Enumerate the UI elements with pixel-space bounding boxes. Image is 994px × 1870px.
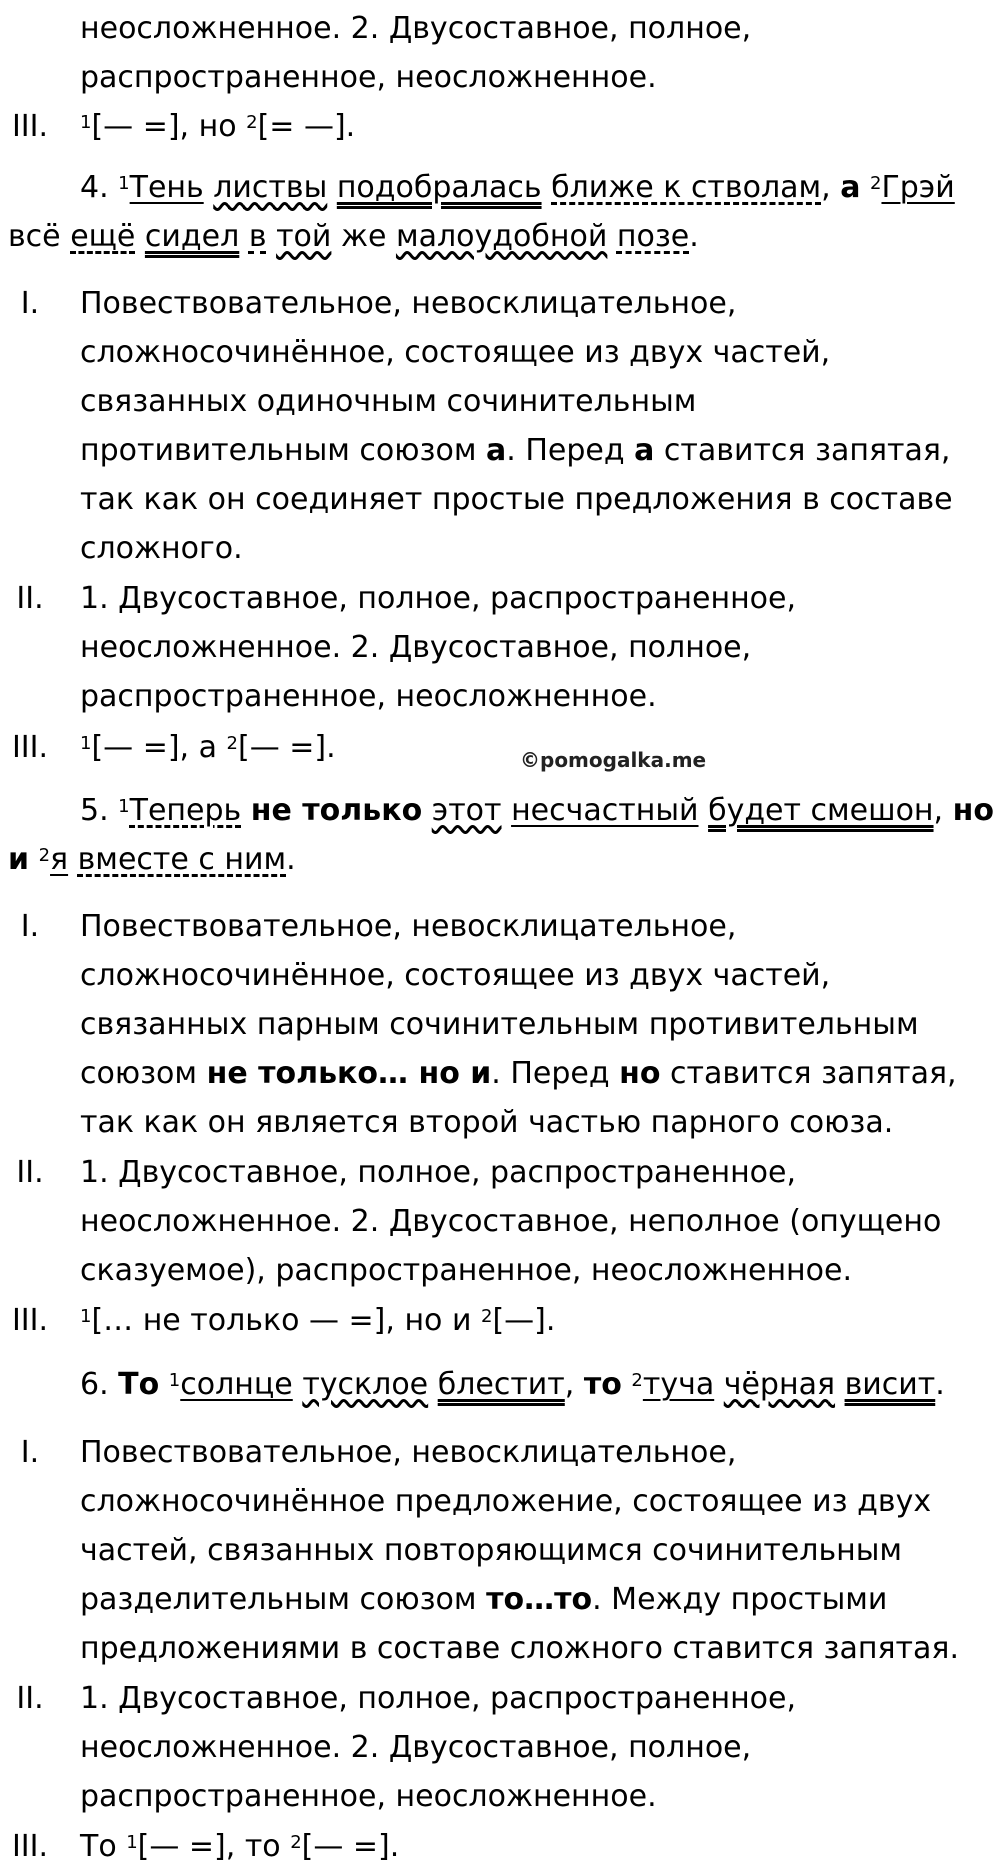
text-line: сказуемое), распространенное, неосложненное. [80,1253,853,1288]
text-line: сложносочинённое, состоящее из двух частей, [80,958,831,993]
text-line: неосложненное. 2. Двусоставное, полное, [80,11,752,46]
text-line: неосложненное. 2. Двусоставное, полное, [80,630,752,665]
watermark: ©pomogalka.me [520,748,707,772]
roman-numeral: II. [16,581,44,616]
text-line: так как он соединяет простые предложения в составе [80,482,953,517]
roman-numeral: II. [16,1681,44,1716]
text-line: неосложненное. 2. Двусоставное, неполное (опущено [80,1204,942,1239]
roman-numeral: I. [20,909,40,944]
sentence-4: 4. $^1$Тень листвы подобралась ближе к стволам, а $^2$Грэй [80,170,955,205]
scheme-line: То $^1$[— =], то $^2$[— =]. [80,1829,400,1864]
text-line: 1. Двусоставное, полное, распространенное, [80,1681,797,1716]
text-line: неосложненное. 2. Двусоставное, полное, [80,1730,752,1765]
roman-numeral: I. [20,1435,40,1470]
text-line: союзом не только… но и. Перед но ставится запятая, [80,1056,957,1091]
text-line: 1. Двусоставное, полное, распространенное, [80,1155,797,1190]
text-line: Повествовательное, невосклицательное, [80,909,737,944]
scheme-line: $^1$[— =], но $^2$[= —]. [80,109,356,144]
text-line: сложного. [80,531,243,566]
text-line: сложносочинённое, состоящее из двух частей, [80,335,831,370]
roman-numeral: III. [11,730,49,765]
text-line: Повествовательное, невосклицательное, [80,1435,737,1470]
text-line: распространенное, неосложненное. [80,679,657,714]
text-line: предложениями в составе сложного ставится запятая. [80,1631,959,1666]
roman-numeral: I. [20,286,40,321]
text-line: Повествовательное, невосклицательное, [80,286,737,321]
text-line: сложносочинённое предложение, состоящее из двух [80,1484,932,1519]
text-line: частей, связанных повторяющимся сочинительным [80,1533,903,1568]
roman-numeral: II. [16,1155,44,1190]
text-line: разделительным союзом то…то. Между простыми [80,1582,888,1617]
scheme-line: $^1$[… не только — =], но и $^2$[—]. [80,1303,556,1338]
text-line: связанных одиночным сочинительным [80,384,697,419]
text-line: распространенное, неосложненное. [80,1779,657,1814]
text-line: так как он является второй частью парного союза. [80,1105,894,1140]
sentence-5-cont: и $^2$я вместе с ним. [8,842,296,877]
text-line: распространенное, неосложненное. [80,60,657,95]
roman-numeral: III. [11,1303,49,1338]
text-line: противительным союзом а. Перед а ставится запятая, [80,433,951,468]
roman-numeral: III. [11,1829,49,1864]
sentence-4-cont: всё ещё сидел в той же малоудобной позе. [8,219,699,254]
sentence-6: 6. То $^1$солнце тусклое блестит, то $^2$туча чёрная висит. [80,1367,945,1402]
text-line: 1. Двусоставное, полное, распространенное, [80,581,797,616]
roman-numeral: III. [11,109,49,144]
sentence-5: 5. $^1$Теперь не только этот несчастный будет смешон, но [80,793,994,828]
text-line: связанных парным сочинительным противительным [80,1007,919,1042]
scheme-line: $^1$[— =], а $^2$[— =]. [80,730,336,765]
